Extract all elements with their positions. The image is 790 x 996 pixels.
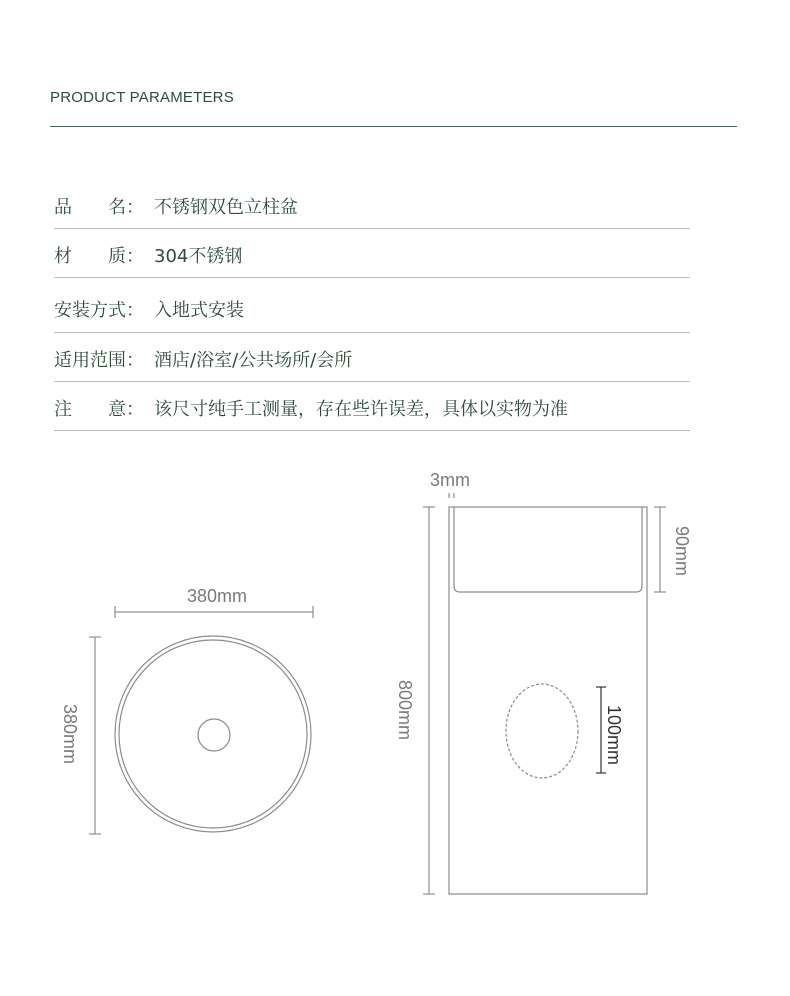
total-height-dimension — [423, 507, 435, 894]
param-label: 品 名： — [54, 197, 144, 218]
access-hole — [506, 684, 578, 778]
top-view — [115, 636, 311, 832]
basin-depth-dimension — [654, 507, 666, 592]
param-label: 安装方式： — [54, 300, 144, 321]
top-depth-dimension — [89, 637, 101, 834]
param-label: 适用范围： — [54, 350, 144, 371]
top-width-dimension — [115, 606, 313, 618]
side-view — [449, 507, 647, 894]
param-value: 入地式安装 — [154, 300, 244, 321]
param-label: 注 意： — [54, 399, 144, 420]
basin-inner-rim — [119, 640, 307, 828]
param-label: 材 质： — [54, 246, 144, 267]
basin-inner-wall — [454, 507, 642, 592]
wall-thickness-label: 3mm — [430, 470, 470, 490]
access-hole-label: 100mm — [604, 704, 624, 766]
header-title: PRODUCT PARAMETERS — [50, 89, 234, 106]
top-width-label: 380mm — [186, 586, 248, 606]
top-depth-label: 380mm — [60, 703, 80, 765]
param-value: 酒店/浴室/公共场所/会所 — [154, 350, 353, 371]
param-value: 304不锈钢 — [154, 246, 243, 267]
param-value: 不锈钢双色立柱盆 — [154, 197, 298, 218]
param-value: 该尺寸纯手工测量，存在些许误差，具体以实物为准 — [154, 399, 568, 420]
basin-depth-label: 90mm — [672, 525, 692, 577]
wall-thickness-dimension — [449, 493, 454, 498]
total-height-label: 800mm — [395, 679, 415, 741]
column-body — [449, 507, 647, 894]
drain-hole — [198, 719, 230, 751]
basin-outer-rim — [115, 636, 311, 832]
